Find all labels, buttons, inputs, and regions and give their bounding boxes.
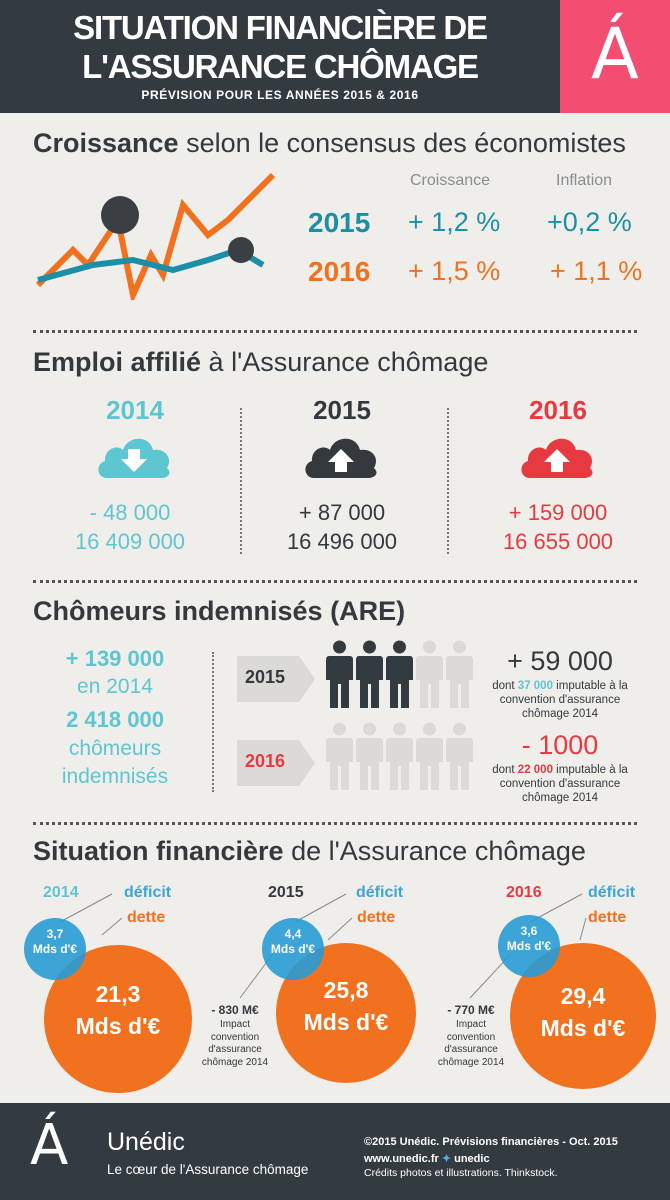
section-divider bbox=[33, 822, 637, 825]
debt-unit-2016: Mds d'€ bbox=[540, 1015, 626, 1041]
employment-title-rest: à l'Assurance chômage bbox=[208, 347, 489, 377]
employment-year-2015: 2015 bbox=[313, 395, 371, 425]
deficit-unit-2016: Mds d'€ bbox=[506, 939, 552, 953]
growth-title-bold: Croissance bbox=[33, 128, 179, 158]
chart-dot-large bbox=[101, 196, 139, 234]
deficit-value-2015: 4,4 bbox=[284, 927, 302, 941]
deficit-unit-2014: Mds d'€ bbox=[32, 942, 78, 956]
unemployed-total-label1: chômeurs bbox=[68, 737, 162, 760]
person-icon bbox=[386, 722, 413, 792]
employment-section-title bbox=[33, 347, 488, 378]
deficit-label-2014: déficit bbox=[124, 884, 172, 901]
growth-section-title bbox=[33, 128, 626, 159]
employment-total-2014: 16 409 000 bbox=[74, 529, 186, 554]
debt-label-2014: dette bbox=[127, 909, 166, 926]
note-number-2015: 37 000 bbox=[517, 680, 553, 692]
unemployed-year-2016: 2016 bbox=[245, 751, 286, 771]
person-icon bbox=[356, 640, 383, 710]
twitter-handle[interactable]: unedic bbox=[454, 1153, 490, 1165]
person-icon bbox=[446, 722, 473, 792]
impact-label-2015: Impact convention d'assurance chômage 2014 bbox=[201, 1019, 269, 1068]
debt-value-2016: 29,4 bbox=[560, 983, 606, 1009]
person-icon bbox=[416, 722, 443, 792]
deficit-text-2015 bbox=[262, 927, 324, 957]
debt-text-2014 bbox=[44, 978, 192, 1042]
employment-title-bold: Emploi affilié bbox=[33, 347, 202, 377]
unemployed-section-title: Chômeurs indemnisés (ARE) bbox=[33, 596, 406, 626]
impact-label-2016: Impact convention d'assurance chômage 2014 bbox=[437, 1019, 505, 1068]
people-row-2016 bbox=[326, 722, 473, 792]
unemployed-note-2015 bbox=[478, 679, 642, 721]
employment-total-2016: 16 655 000 bbox=[502, 529, 614, 554]
debt-value-2015: 25,8 bbox=[323, 977, 369, 1003]
debt-label-2016: dette bbox=[588, 909, 627, 926]
unemployed-value-2016: - 1000 bbox=[521, 730, 599, 760]
growth-value-2015: + 1,2 % bbox=[408, 207, 501, 237]
financial-title-bold: Situation financière bbox=[33, 836, 284, 866]
person-icon bbox=[326, 722, 353, 792]
section-divider bbox=[33, 330, 637, 333]
employment-year-2014: 2014 bbox=[106, 395, 164, 425]
inflation-column-header: Inflation bbox=[556, 172, 613, 189]
footer-brand[interactable]: Unédic bbox=[107, 1128, 185, 1156]
unemployed-total-label2: indemnisés bbox=[61, 765, 169, 788]
deficit-value-2014: 3,7 bbox=[46, 927, 64, 941]
impact-value-2016: - 770 M€ bbox=[447, 1003, 495, 1017]
debt-value-2014: 21,3 bbox=[95, 981, 141, 1007]
deficit-text-2014 bbox=[24, 927, 86, 957]
footer-links bbox=[364, 1152, 490, 1165]
unemployed-change-label: en 2014 bbox=[77, 675, 153, 698]
debt-label-2015: dette bbox=[357, 909, 396, 926]
page-title-line2: L'ASSURANCE CHÔMAGE bbox=[82, 48, 478, 85]
unedic-logo-icon: Á bbox=[591, 13, 639, 95]
unemployed-change-2014: + 139 000 bbox=[65, 646, 165, 671]
orange-growth-line bbox=[38, 175, 273, 295]
footer-copyright: ©2015 Unédic. Prévisions financières - Oct. 2015 bbox=[364, 1136, 618, 1148]
cloud-download-icon bbox=[95, 432, 175, 482]
financial-year-2015: 2015 bbox=[268, 884, 304, 901]
person-icon bbox=[326, 640, 353, 710]
deficit-label-2016: déficit bbox=[588, 884, 636, 901]
debt-unit-2014: Mds d'€ bbox=[75, 1013, 161, 1039]
note-number-2016: 22 000 bbox=[517, 764, 553, 776]
debt-text-2016 bbox=[510, 980, 656, 1044]
deficit-value-2016: 3,6 bbox=[520, 924, 538, 938]
cloud-upload-icon bbox=[518, 432, 598, 482]
footer-bar bbox=[0, 1103, 670, 1200]
unemployed-year-2015: 2015 bbox=[245, 667, 286, 687]
impact-value-2015: - 830 M€ bbox=[211, 1003, 259, 1017]
inflation-value-2016: + 1,1 % bbox=[550, 256, 643, 286]
footer-credits: Crédits photos et illustrations. Thinkstock. bbox=[364, 1167, 558, 1179]
unemployed-note-2016 bbox=[478, 763, 642, 805]
growth-column-header: Croissance bbox=[410, 172, 491, 189]
employment-change-2015: + 87 000 bbox=[298, 500, 386, 525]
note-prefix: dont bbox=[492, 680, 518, 692]
unemployed-total: 2 418 000 bbox=[66, 707, 164, 732]
employment-change-2016: + 159 000 bbox=[508, 500, 608, 525]
employment-change-2014: - 48 000 bbox=[89, 500, 171, 525]
deficit-label-2015: déficit bbox=[356, 884, 404, 901]
employment-year-2016: 2016 bbox=[529, 395, 587, 425]
note-suffix: imputable à la convention d'assurance chômage 2014 bbox=[499, 764, 628, 804]
person-icon bbox=[416, 640, 443, 710]
note-suffix: imputable à la convention d'assurance chômage 2014 bbox=[499, 680, 628, 720]
twitter-icon: ✦ bbox=[441, 1153, 452, 1165]
growth-year-2015: 2015 bbox=[308, 207, 371, 238]
chart-dot-small bbox=[228, 237, 254, 263]
page-title-line1: SITUATION FINANCIÈRE DE bbox=[73, 9, 487, 46]
growth-year-2016: 2016 bbox=[308, 256, 371, 287]
cloud-upload-icon bbox=[302, 432, 382, 482]
footer-logo-icon[interactable]: Á bbox=[30, 1113, 69, 1178]
column-divider bbox=[447, 408, 449, 554]
financial-section-title bbox=[33, 836, 586, 867]
growth-title-rest: selon le consensus des économistes bbox=[186, 128, 626, 158]
financial-year-2016: 2016 bbox=[506, 884, 542, 901]
section-divider bbox=[33, 580, 637, 583]
unemployed-value-2015: + 59 000 bbox=[507, 646, 613, 676]
page-subtitle: PRÉVISION POUR LES ANNÉES 2015 & 2016 bbox=[141, 88, 419, 102]
website-link[interactable]: www.unedic.fr bbox=[364, 1153, 439, 1165]
financial-title-rest: de l'Assurance chômage bbox=[291, 836, 586, 866]
column-divider bbox=[212, 652, 214, 792]
note-prefix: dont bbox=[492, 764, 518, 776]
growth-illustration bbox=[33, 165, 283, 300]
column-divider bbox=[240, 408, 242, 554]
footer-tagline: Le cœur de l'Assurance chômage bbox=[107, 1162, 309, 1177]
debt-unit-2015: Mds d'€ bbox=[303, 1009, 389, 1035]
people-row-2015 bbox=[326, 640, 473, 710]
inflation-value-2015: +0,2 % bbox=[547, 207, 632, 237]
debt-text-2015 bbox=[276, 974, 416, 1038]
person-icon bbox=[356, 722, 383, 792]
unedic-logo-box[interactable] bbox=[560, 0, 670, 113]
person-icon bbox=[386, 640, 413, 710]
financial-year-2014: 2014 bbox=[43, 884, 79, 901]
employment-total-2015: 16 496 000 bbox=[286, 529, 398, 554]
deficit-unit-2015: Mds d'€ bbox=[270, 942, 316, 956]
growth-value-2016: + 1,5 % bbox=[408, 256, 501, 286]
deficit-text-2016 bbox=[498, 924, 560, 954]
person-icon bbox=[446, 640, 473, 710]
